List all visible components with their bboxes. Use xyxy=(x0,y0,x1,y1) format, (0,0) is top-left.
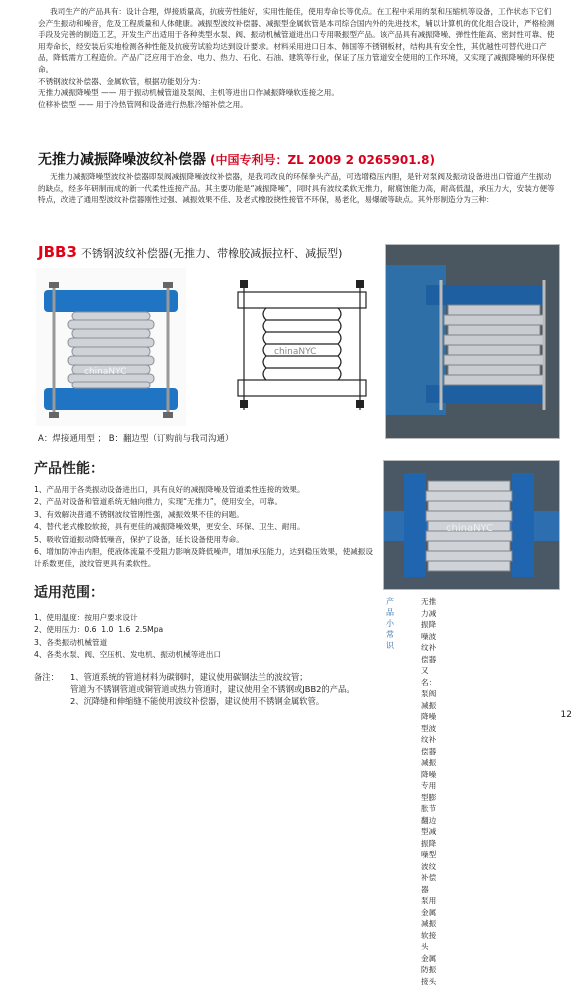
scope-item: 1、使用温度：按用户要求设计 xyxy=(34,612,374,624)
scope-item: 2、使用压力：0.6 1.0 1.6 2.5Mpa xyxy=(34,624,374,636)
side-item: 翻边型减振降噪型波纹补偿器 xyxy=(421,815,436,896)
scope-title: 适用范围： xyxy=(34,582,104,602)
scope-list xyxy=(34,612,374,662)
perf-item: 4、替代老式橡胶软接，具有更佳的减振降噪效果，更安全、环保、卫生、耐用。 xyxy=(34,521,379,533)
remark-item: 1、管道系统的管道材料为碳钢时，建议使用碳钢法兰的波纹管； 管道为不锈钢管道或铜管道或热力管道时，建议使用全不锈钢或JBB2的产品。 xyxy=(70,671,434,695)
perf-item: 1、产品用于各类振动设备进出口，具有良好的减振降噪及管道柔性连接的效果。 xyxy=(34,484,379,496)
remarks xyxy=(34,671,434,708)
product-tips-list xyxy=(421,596,436,987)
perf-item: 6、增加防冲击内胆，使液体流量不受阻力影响及降低噪声，增加承压能力，达到稳压效果，使减振设计系数更佳，波纹管更具有柔软性。 xyxy=(34,546,379,571)
scope-item: 4、各类水泵、阀、空压机、发电机、振动机械等进出口 xyxy=(34,649,374,661)
side-item: 减振降噪专用型膨胀节 xyxy=(421,757,436,815)
remark-label: 备注： xyxy=(34,671,59,683)
page-number: 12 xyxy=(561,710,572,720)
jbb-code: JBB3 xyxy=(38,243,77,261)
figure-caption: A：焊接通用型 ； B：翻边型（订购前与我司沟通） xyxy=(38,432,234,444)
product-photo-a xyxy=(36,268,186,426)
performance-list xyxy=(34,484,379,571)
scope-item: 3、各类振动机械管道 xyxy=(34,637,374,649)
product-tips-label: 产品小常识 xyxy=(383,596,397,651)
side-item: 又名：泵阀减振降噪型波纹补偿器 xyxy=(421,665,436,757)
main-title xyxy=(38,149,435,169)
intro-text: 我司生产的产品具有：设计合理，焊接质量高，抗疲劳性能好，实用性能佳，使用寿命长等优点。在工程中采用的泵和压缩机等设备，工作状态下它们会产生振动和噪音，危及工程质量和人体健康。减振型波纹补偿器、减振型金属软管是本司综合国内外的先进技术，辅以计算机的优化组合设计，严格检测手段及完善的制造工艺，开发生产出适用于各种类型水泵、阀、振动机械管道进出口专用吸振型产品。该产品具有减振降噪、弹性性能高、密封性可靠、使用寿命长，经安装后实地检测各种性能及抗疲劳试验均达到设计要求。材料采用进口日本、韩国等不锈钢板材，结构具有安全性，其优越性可替代进口产品，降低需方工程造价。产品广泛应用于冶金、电力、热力、石化、石油、建筑等行业，保证了压力管道安全使用的工作环境，又实现了减振降噪的环保使命。 不锈钢波纹补偿器、金属软管，根据功能划分为： 无推力减振降噪型 —— 用于振动机械管道及泵阀、主机等进出口作减振降噪软连接之用。 位移补偿型 —— 用于冷热管网和设备进行热胀冷缩补偿之用。 xyxy=(38,6,558,110)
remark-body xyxy=(70,671,434,708)
jbb-desc: 不锈钢波纹补偿器(无推力、带橡胶减振拉杆、减振型) xyxy=(81,247,343,260)
remark-item: 2、沉降缝和伸缩缝不能使用波纹补偿器，建议使用不锈钢金属软管。 xyxy=(70,695,434,707)
performance-title: 产品性能： xyxy=(34,458,104,478)
product-description: 无推力减振降噪型波纹补偿器即泵阀减振降噪波纹补偿器，是我司改良的环保拳头产品，可选增稳压内胆，是针对泵阀及振动设备进出口管道产生振动的缺点，经多年研制而成的新一代柔性连接产品。其主要功能是“减振降噪”，同时具有波纹柔软无推力，耐腐蚀能力高，耐高低温，承压力大，安装方便等特点，改进了通用型波纹补偿器刚性过强、减振效果不佳、及老式橡胶挠性接管不环保，易老化，易爆破等缺点。其外形制造分为三种： xyxy=(38,171,558,206)
main-title-text: 无推力减振降噪波纹补偿器 xyxy=(38,152,206,168)
patent-number: (中国专利号：ZL 2009 2 0265901.8) xyxy=(210,153,435,167)
side-item: 泵用金属减振软接头 xyxy=(421,895,436,953)
product-drawing-b xyxy=(232,272,372,418)
jbb-heading xyxy=(38,243,342,261)
installation-photo-bottom xyxy=(383,460,560,590)
side-item: 无推力减振降噪波纹补偿器 xyxy=(421,596,436,665)
perf-item: 5、吸收管道振动降低噪音，保护了设备，延长设备使用寿命。 xyxy=(34,534,379,546)
watermark-a: chinaNYC xyxy=(84,367,126,377)
watermark-b: chinaNYC xyxy=(274,347,316,357)
watermark-c: chinaNYC xyxy=(446,523,493,534)
perf-item: 3、有效解决普通不锈钢波纹管刚性强，减振效果不佳的问题。 xyxy=(34,509,379,521)
side-item: 金属防振接头 xyxy=(421,953,436,987)
perf-item: 2、产品对设备和管道系统无轴向推力，实现“无推力”，使用安全，可靠。 xyxy=(34,496,379,508)
installation-photo-top xyxy=(385,244,560,439)
